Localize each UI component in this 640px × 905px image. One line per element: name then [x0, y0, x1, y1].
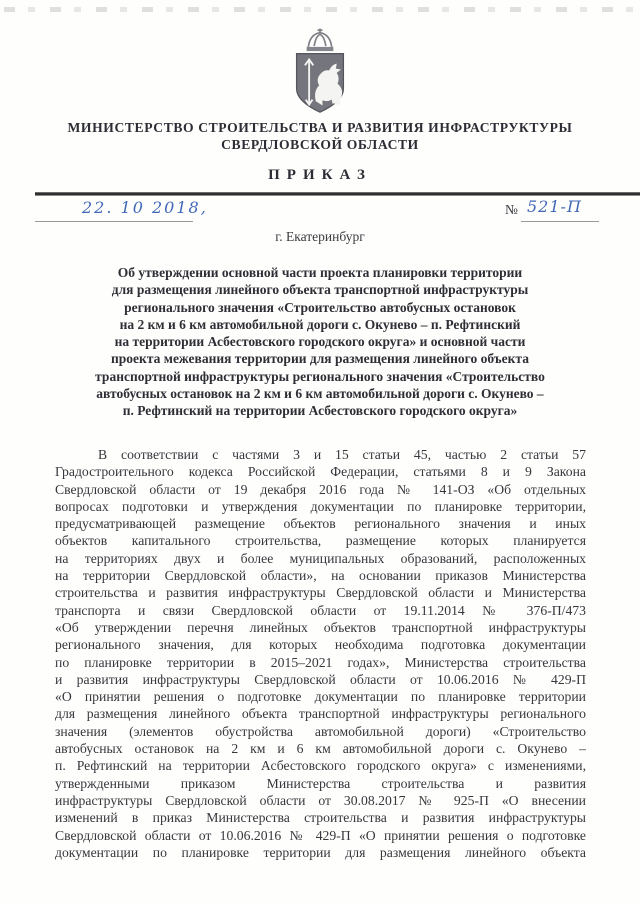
order-title-line: для размещения линейного объекта транспортной инфраструктуры	[111, 282, 529, 298]
order-body-line: значения (элементов обустройства автомобильной дороги) «Строительство	[55, 723, 586, 739]
order-title-line: на 2 км и 6 км автомобильной дороги с. Окунево – п. Рефтинский	[119, 316, 521, 332]
city-line: г. Екатеринбург	[275, 229, 365, 244]
order-body-line: документации по планировке территории для размещения линейного объекта	[55, 844, 586, 860]
order-body-line: Свердловской области от 10.06.2016 № 429-П «О принятии решения о подготовке	[55, 827, 586, 843]
order-body-line: строительства и развития инфраструктуры Свердловской области и Министерства	[55, 585, 586, 601]
order-title-line: регионального значения «Строительство автобусных остановок	[124, 299, 516, 315]
ministry-name-line1: МИНИСТЕРСТВО СТРОИТЕЛЬСТВА И РАЗВИТИЯ ИНФРАСТРУКТУРЫ	[67, 120, 573, 135]
date-underline	[35, 221, 193, 222]
order-title-line: на территории Асбестовского городского округа» и основной части	[114, 334, 526, 350]
handwritten-order-number: 521-П	[527, 197, 582, 216]
order-body-paragraph	[55, 446, 586, 861]
order-body-line: «Об утверждении перечня линейных объектов транспортной инфраструктуры	[55, 619, 586, 635]
order-title-line: п. Рефтинский на территории Асбестовского городского округа»	[122, 403, 518, 419]
order-title-line: Об утверждении основной части проекта планировки территории	[117, 265, 523, 280]
order-body-line: В соответствии с частями 3 и 15 статьи 45, частью 2 статьи 57	[98, 447, 586, 462]
order-title	[48, 264, 592, 420]
number-underline	[521, 221, 599, 222]
order-body-line: Градостроительного кодекса Российской Федерации, статьями 8 и 9 Закона	[55, 464, 586, 480]
order-body-line: автобусных остановок на 2 км и 6 км автомобильной дороги с. Окунево –	[55, 741, 586, 757]
coat-of-arms-icon	[278, 26, 362, 118]
order-body-line: на территориях двух и более муниципальных образований, расположенных	[55, 550, 586, 566]
header-divider	[35, 192, 640, 196]
order-title-line: автобусных остановок на 2 км и 6 км автомобильной дороги с. Окунево –	[96, 386, 544, 402]
order-body-line: Свердловской области от 19 декабря 2016 года № 141-ОЗ «Об отдельных	[55, 481, 586, 497]
document-type-heading: ПРИКАЗ	[268, 167, 372, 183]
order-body-line: регионального значения, для которых необходима подготовка документации	[55, 637, 586, 653]
scan-artifact-line	[4, 7, 636, 12]
ministry-name-line2: СВЕРДЛОВСКОЙ ОБЛАСТИ	[221, 137, 419, 152]
order-body-line: на территории Свердловской области», на основании приказов Министерства	[55, 568, 586, 584]
order-body-line: предусматривающей размещение объектов регионального значения и иных	[55, 516, 586, 532]
order-body-line: изменений в приказ Министерства строительства и развития инфраструктуры	[55, 810, 586, 826]
order-body-line: инфраструктуры Свердловской области от 30.08.2017 № 925-П «О внесении	[55, 792, 586, 808]
order-body-line: и развития инфраструктуры Свердловской области от 10.06.2016 № 429-П	[55, 671, 586, 687]
order-body-line: «О принятии решения о подготовке документации по планировке территории	[55, 689, 586, 705]
order-body-line: утвержденными приказом Министерства строительства и развития	[55, 775, 586, 791]
handwritten-date: 22. 10 2018,	[82, 198, 208, 217]
order-title-line: транспортной инфраструктуры регионального значения «Строительство	[95, 368, 545, 384]
ministry-name	[0, 119, 640, 153]
order-body-line: по планировке территории в 2015–2021 годах», Министерства строительства	[55, 654, 586, 670]
number-sign-label: №	[505, 202, 518, 217]
order-body-line: п. Рефтинский на территории Асбестовского городского округа» с изменениями,	[55, 758, 586, 774]
order-body-line: для размещения линейного объекта транспортной инфраструктуры регионального	[55, 706, 586, 722]
order-title-line: проекта межевания территории для размещения линейного объекта	[111, 351, 529, 367]
order-body-line: объектов капитального строительства, размещение которых планируется	[55, 533, 586, 549]
order-body-line: транспорта и связи Свердловской области от 19.11.2014 № 376-П/473	[55, 602, 586, 618]
order-body-line: вопросах подготовки и утверждения документации по планировке территории,	[55, 498, 586, 514]
